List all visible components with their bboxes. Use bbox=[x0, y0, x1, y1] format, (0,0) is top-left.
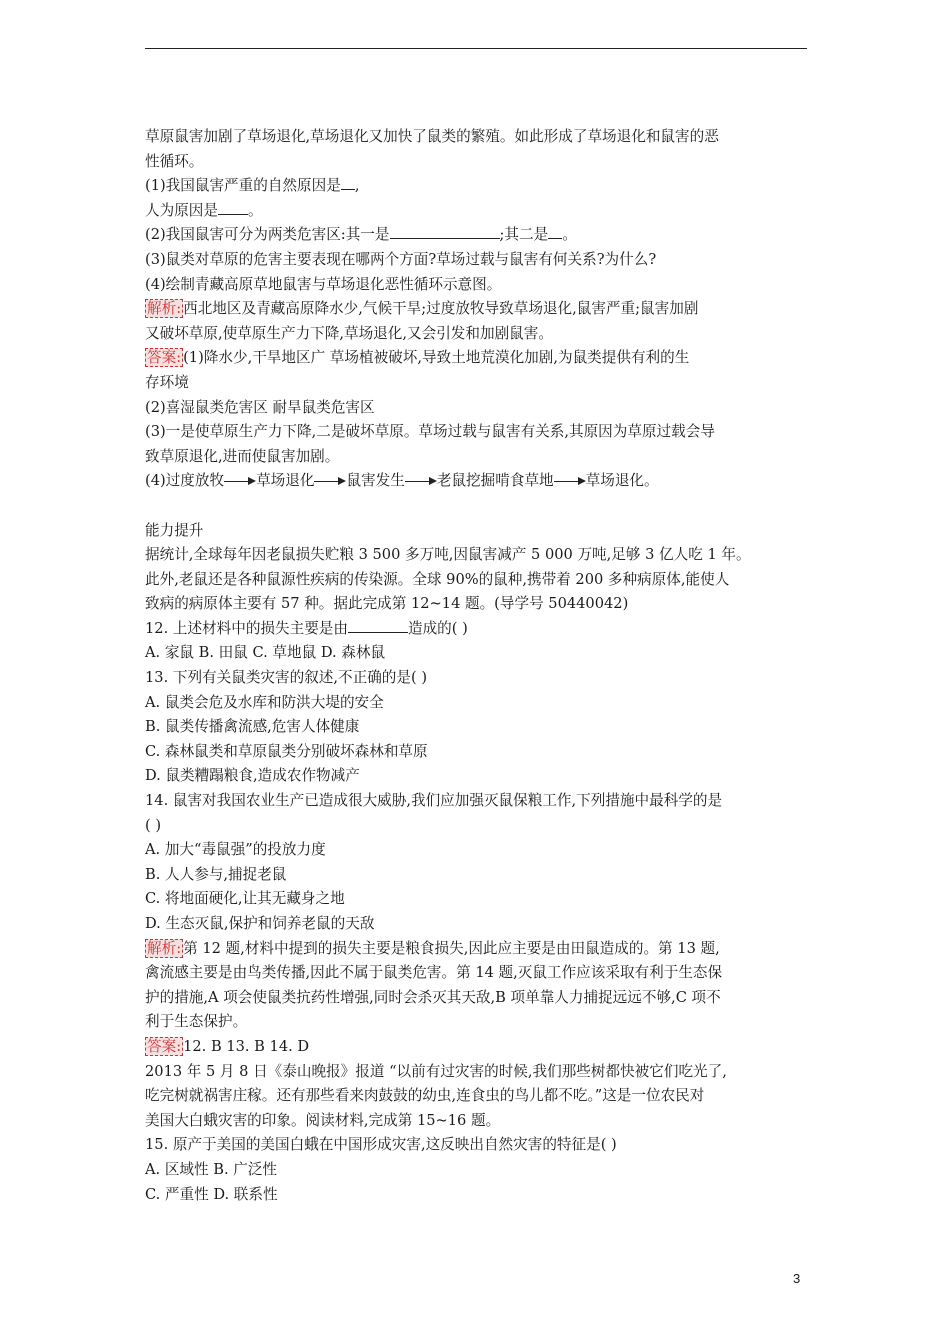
option-line: B. 人人参与,捕捉老鼠 bbox=[145, 865, 287, 883]
option-line: C. 将地面硬化,让其无藏身之地 bbox=[145, 890, 345, 908]
arrow-right-icon bbox=[314, 474, 346, 488]
text-line: 美国大白蛾灾害的印象。阅读材料,完成第 15~16 题。 bbox=[145, 1111, 501, 1129]
flow-step: 老鼠挖掘啃食草地 bbox=[436, 472, 554, 490]
text-line: 2013 年 5 月 8 日《泰山晚报》报道 “以前有过灾害的时候,我们那些树都快被它们吃光了, bbox=[145, 1062, 727, 1080]
text-line: (2)喜湿鼠类危害区 耐旱鼠类危害区 bbox=[145, 398, 375, 416]
flow-step: 草场退化 bbox=[256, 472, 315, 490]
question-3-line: (3)鼠类对草原的危害主要表现在哪两个方面?草场过载与鼠害有何关系?为什么? bbox=[145, 250, 657, 268]
question-1-line: (1)我国鼠害严重的自然原因是 , bbox=[145, 177, 360, 195]
question-12-line: 12. 上述材料中的损失主要是由 造成的( ) bbox=[145, 619, 468, 637]
option-line: A. 鼠类会危及水库和防洪大堤的安全 bbox=[145, 693, 384, 711]
answer-label: 答案: bbox=[147, 1037, 182, 1055]
question-14-line: 14. 鼠害对我国农业生产已造成很大威胁,我们应加强灭鼠保粮工作,下列措施中最科学的是 bbox=[145, 792, 723, 810]
header-rule bbox=[145, 48, 807, 49]
text-line: ( ) bbox=[145, 816, 162, 834]
text-line: 此外,老鼠还是各种鼠源性疾病的传染源。全球 90%的鼠种,携带着 200 多种病原体,能使人 bbox=[145, 570, 730, 588]
flow-step: 草场退化。 bbox=[585, 472, 659, 490]
arrow-right-icon bbox=[405, 474, 437, 488]
text-line: 据统计,全球每年因老鼠损失贮粮 3 500 多万吨,因鼠害减产 5 000 万吨,足够 3 亿人吃 1 年。 bbox=[145, 546, 751, 564]
text-line: 利于生态保护。 bbox=[145, 1013, 248, 1031]
text-line: 护的措施,A 项会使鼠类抗药性增强,同时会杀灭其天敌,B 项单靠人力捕捉远远不够,C 项不 bbox=[145, 988, 721, 1006]
option-line: A. 家鼠 B. 田鼠 C. 草地鼠 D. 森林鼠 bbox=[145, 644, 386, 662]
question-4-line: (4)绘制青藏高原草地鼠害与草场退化恶性循环示意图。 bbox=[145, 275, 502, 293]
option-line: D. 生态灭鼠,保护和饲养老鼠的天敌 bbox=[145, 915, 375, 932]
page-number: 3 bbox=[793, 1271, 801, 1286]
option-line: A. 区域性 B. 广泛性 bbox=[145, 1160, 278, 1178]
question-2-line: (2)我国鼠害可分为两类危害区:其一是 ;其二是 。 bbox=[145, 226, 577, 244]
flow-step: 过度放牧 bbox=[165, 472, 225, 490]
text-line: 草原鼠害加剧了草场退化,草场退化又加快了鼠类的繁殖。如此形成了草场退化和鼠害的恶 bbox=[145, 128, 719, 145]
section-heading: 能力提升 bbox=[145, 521, 204, 539]
analysis-label: 解析: bbox=[147, 300, 182, 318]
text-line: 致病的病原体主要有 57 种。据此完成第 12~14 题。(导学号 50440042) bbox=[145, 595, 629, 613]
arrow-right-icon bbox=[554, 474, 586, 488]
answer-line: 答案: (1)降水少,干旱地区广 草场植被破坏,导致土地荒漠化加剧,为鼠类提供有利的生 bbox=[147, 349, 690, 367]
answer-blank bbox=[548, 224, 562, 239]
question-15-line: 15. 原产于美国的美国白蛾在中国形成灾害,这反映出自然灾害的特征是( ) bbox=[145, 1136, 617, 1154]
analysis-line: 解析: 西北地区及青藏高原降水少,气候干旱;过度放牧导致草场退化,鼠害严重;鼠害加剧 bbox=[147, 300, 699, 318]
flow-step: 鼠害发生 bbox=[346, 472, 405, 490]
answer-label: 答案: bbox=[147, 349, 182, 367]
text-line: 吃完树就祸害庄稼。还有那些看来肉鼓鼓的幼虫,连食虫的鸟儿都不吃。”这是一位农民对 bbox=[145, 1087, 705, 1105]
answer-blank bbox=[341, 175, 355, 190]
text-line: (3)一是使草原生产力下降,二是破坏草原。草场过载与鼠害有关系,其原因为草原过载会导 bbox=[145, 423, 715, 441]
question-13-line: 13. 下列有关鼠类灾害的叙述,不正确的是( ) bbox=[145, 669, 428, 687]
text-line: 性循环。 bbox=[145, 152, 204, 170]
analysis-label: 解析: bbox=[147, 939, 182, 957]
answer-blank bbox=[390, 224, 500, 239]
text-line: 致草原退化,进而使鼠害加剧。 bbox=[145, 447, 340, 465]
option-line: C. 严重性 D. 联系性 bbox=[145, 1185, 278, 1203]
option-line: D. 鼠类糟蹋粮食,造成农作物减产 bbox=[145, 767, 360, 785]
analysis-line: 解析: 第 12 题,材料中提到的损失主要是粮食损失,因此应主要是由田鼠造成的。第 13 题, bbox=[147, 939, 720, 957]
answer-line: 答案: 12. B 13. B 14. D bbox=[147, 1037, 310, 1055]
arrow-right-icon bbox=[224, 474, 256, 488]
text-line: 禽流感主要是由鸟类传播,因此不属于鼠类危害。第 14 题,灭鼠工作应该采取有利于生态保 bbox=[145, 964, 723, 982]
option-line: C. 森林鼠类和草原鼠类分别破坏森林和草原 bbox=[145, 742, 428, 760]
option-line: B. 鼠类传播禽流感,危害人体健康 bbox=[145, 718, 360, 736]
flow-diagram-line: (4)过度放牧 草场退化 鼠害发生 老鼠挖掘啃食草地 草场退化。 bbox=[145, 472, 659, 490]
answer-blank bbox=[218, 200, 248, 215]
answer-blank bbox=[348, 618, 408, 633]
text-line: 存环境 bbox=[145, 373, 189, 391]
question-1-line-2: 人为原因是 。 bbox=[145, 201, 263, 219]
option-line: A. 加大“毒鼠强”的投放力度 bbox=[145, 841, 326, 859]
text-line: 又破坏草原,使草原生产力下降,草场退化,又会引发和加剧鼠害。 bbox=[145, 324, 553, 342]
document-body bbox=[145, 125, 815, 1207]
